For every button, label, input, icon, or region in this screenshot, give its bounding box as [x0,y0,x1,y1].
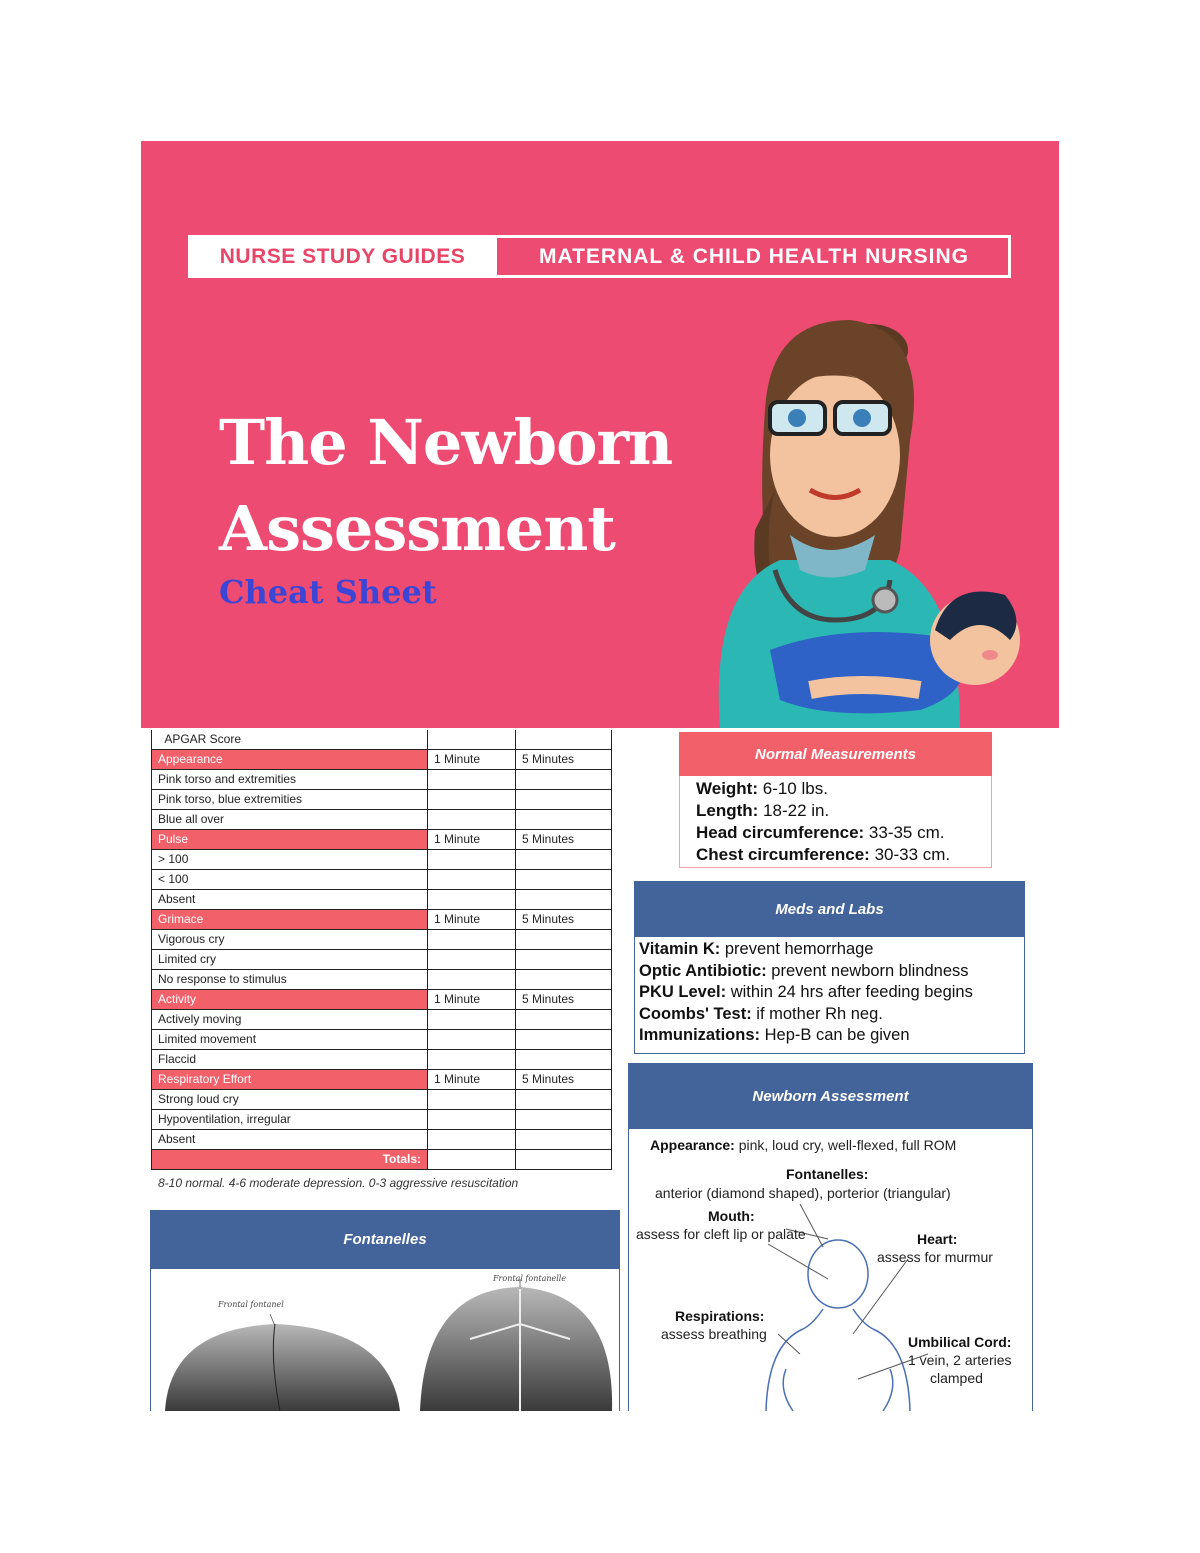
normal-measurements-list [679,776,992,868]
apgar-5min-score-cell[interactable] [516,790,612,810]
apgar-5min-score-cell[interactable] [516,1130,612,1150]
fontanelles-label: Fontanelles: [786,1166,869,1182]
skull-fontanelle-drawings [150,1269,620,1411]
meds-labs-heading: Meds and Labs [634,881,1025,937]
apgar-5min-header: 5 Minutes [516,910,612,930]
apgar-5min-score-cell[interactable] [516,1110,612,1130]
fontanelles-text: anterior (diamond shaped), porterior (triangular) [655,1185,951,1201]
mouth-label: Mouth: [708,1208,755,1224]
page-title-line1: The Newborn [219,406,673,479]
apgar-1min-header: 1 Minute [428,1070,516,1090]
med-immunizations: Immunizations: Hep-B can be given [639,1026,910,1044]
apgar-1min-header: 1 Minute [428,750,516,770]
apgar-criterion: Strong loud cry [152,1090,428,1110]
brand-label: NURSE STUDY GUIDES [188,235,497,278]
med-optic-antibiotic: Optic Antibiotic: prevent newborn blindness [639,961,969,980]
appearance-text: Appearance: pink, loud cry, well-flexed, full ROM [650,1137,957,1153]
umbilical-cord-text1: 1 vein, 2 arteries [908,1352,1012,1368]
measurement-chest-circumference: Chest circumference: 30-33 cm. [696,845,951,864]
apgar-title: APGAR Score [152,730,428,750]
apgar-section-header: Grimace [152,910,428,930]
apgar-5min-score-cell[interactable] [516,810,612,830]
apgar-interpretation-note: 8-10 normal. 4-6 moderate depression. 0-3 aggressive resuscitation [158,1176,519,1190]
apgar-criterion: Limited movement [152,1030,428,1050]
apgar-criterion: Actively moving [152,1010,428,1030]
nurse-holding-baby-illustration [660,290,1045,728]
umbilical-cord-label: Umbilical Cord: [908,1334,1012,1350]
apgar-1min-score-cell[interactable] [428,1110,516,1130]
apgar-1min-score-cell[interactable] [428,1090,516,1110]
respirations-label: Respirations: [675,1308,765,1324]
apgar-1min-score-cell[interactable] [428,950,516,970]
apgar-totals-label: Totals: [152,1150,428,1170]
lab-coombs-test: Coombs' Test: if mother Rh neg. [639,1004,883,1023]
apgar-5min-header: 5 Minutes [516,750,612,770]
apgar-5min-total-cell[interactable] [516,1150,612,1170]
med-vitamin-k: Vitamin K: prevent hemorrhage [639,940,874,958]
apgar-criterion: > 100 [152,850,428,870]
apgar-5min-score-cell[interactable] [516,850,612,870]
apgar-1min-score-cell[interactable] [428,850,516,870]
apgar-5min-score-cell[interactable] [516,970,612,990]
apgar-1min-total-cell[interactable] [428,1150,516,1170]
apgar-1min-score-cell[interactable] [428,790,516,810]
page-subtitle: Cheat Sheet [219,573,437,611]
apgar-5min-score-cell[interactable] [516,1010,612,1030]
apgar-1min-score-cell[interactable] [428,930,516,950]
measurement-head-circumference: Head circumference: 33-35 cm. [696,823,945,842]
apgar-1min-score-cell[interactable] [428,970,516,990]
apgar-5min-score-cell[interactable] [516,890,612,910]
apgar-5min-header: 5 Minutes [516,990,612,1010]
frontal-fontanelle-caption: Frontal fontanelle [493,1274,567,1283]
fontanelles-heading: Fontanelles [150,1210,620,1269]
apgar-1min-score-cell[interactable] [428,1010,516,1030]
apgar-score-table [151,730,612,1170]
apgar-5min-header: 5 Minutes [516,830,612,850]
apgar-criterion: No response to stimulus [152,970,428,990]
apgar-1min-score-cell[interactable] [428,1030,516,1050]
apgar-1min-score-cell[interactable] [428,770,516,790]
measurement-weight: Weight: 6-10 lbs. [696,779,828,798]
apgar-criterion: Pink torso and extremities [152,770,428,790]
mouth-text: assess for cleft lip or palate [636,1226,806,1242]
apgar-5min-score-cell[interactable] [516,950,612,970]
page-title-line2: Assessment [219,492,615,565]
apgar-1min-score-cell[interactable] [428,810,516,830]
umbilical-cord-text2: clamped [930,1370,983,1386]
apgar-criterion: Limited cry [152,950,428,970]
apgar-criterion: Hypoventilation, irregular [152,1110,428,1130]
meds-labs-list [634,937,1025,1054]
apgar-section-header: Respiratory Effort [152,1070,428,1090]
apgar-criterion: Pink torso, blue extremities [152,790,428,810]
apgar-criterion: Absent [152,890,428,910]
apgar-5min-score-cell[interactable] [516,1050,612,1070]
lab-pku-level: PKU Level: within 24 hrs after feeding begins [639,983,973,1001]
apgar-section-header: Activity [152,990,428,1010]
measurement-length: Length: 18-22 in. [696,801,830,820]
apgar-section-header: Pulse [152,830,428,850]
apgar-5min-score-cell[interactable] [516,930,612,950]
apgar-1min-header: 1 Minute [428,990,516,1010]
apgar-5min-score-cell[interactable] [516,1030,612,1050]
apgar-1min-header: 1 Minute [428,910,516,930]
apgar-criterion: Vigorous cry [152,930,428,950]
heart-text: assess for murmur [877,1249,993,1265]
apgar-criterion: Absent [152,1130,428,1150]
apgar-criterion: Flaccid [152,1050,428,1070]
apgar-5min-score-cell[interactable] [516,770,612,790]
newborn-assessment-heading: Newborn Assessment [628,1063,1033,1129]
apgar-5min-score-cell[interactable] [516,870,612,890]
apgar-criterion: < 100 [152,870,428,890]
apgar-1min-score-cell[interactable] [428,1130,516,1150]
heart-label: Heart: [917,1231,958,1247]
normal-measurements-heading: Normal Measurements [679,732,992,776]
apgar-1min-header: 1 Minute [428,830,516,850]
apgar-section-header: Appearance [152,750,428,770]
apgar-1min-score-cell[interactable] [428,890,516,910]
apgar-1min-score-cell[interactable] [428,1050,516,1070]
frontal-fontanel-caption: Frontal fontanel [218,1300,284,1309]
apgar-1min-score-cell[interactable] [428,870,516,890]
apgar-criterion: Blue all over [152,810,428,830]
respirations-text: assess breathing [661,1326,767,1342]
apgar-5min-score-cell[interactable] [516,1090,612,1110]
category-label: MATERNAL & CHILD HEALTH NURSING [539,244,969,268]
apgar-5min-header: 5 Minutes [516,1070,612,1090]
